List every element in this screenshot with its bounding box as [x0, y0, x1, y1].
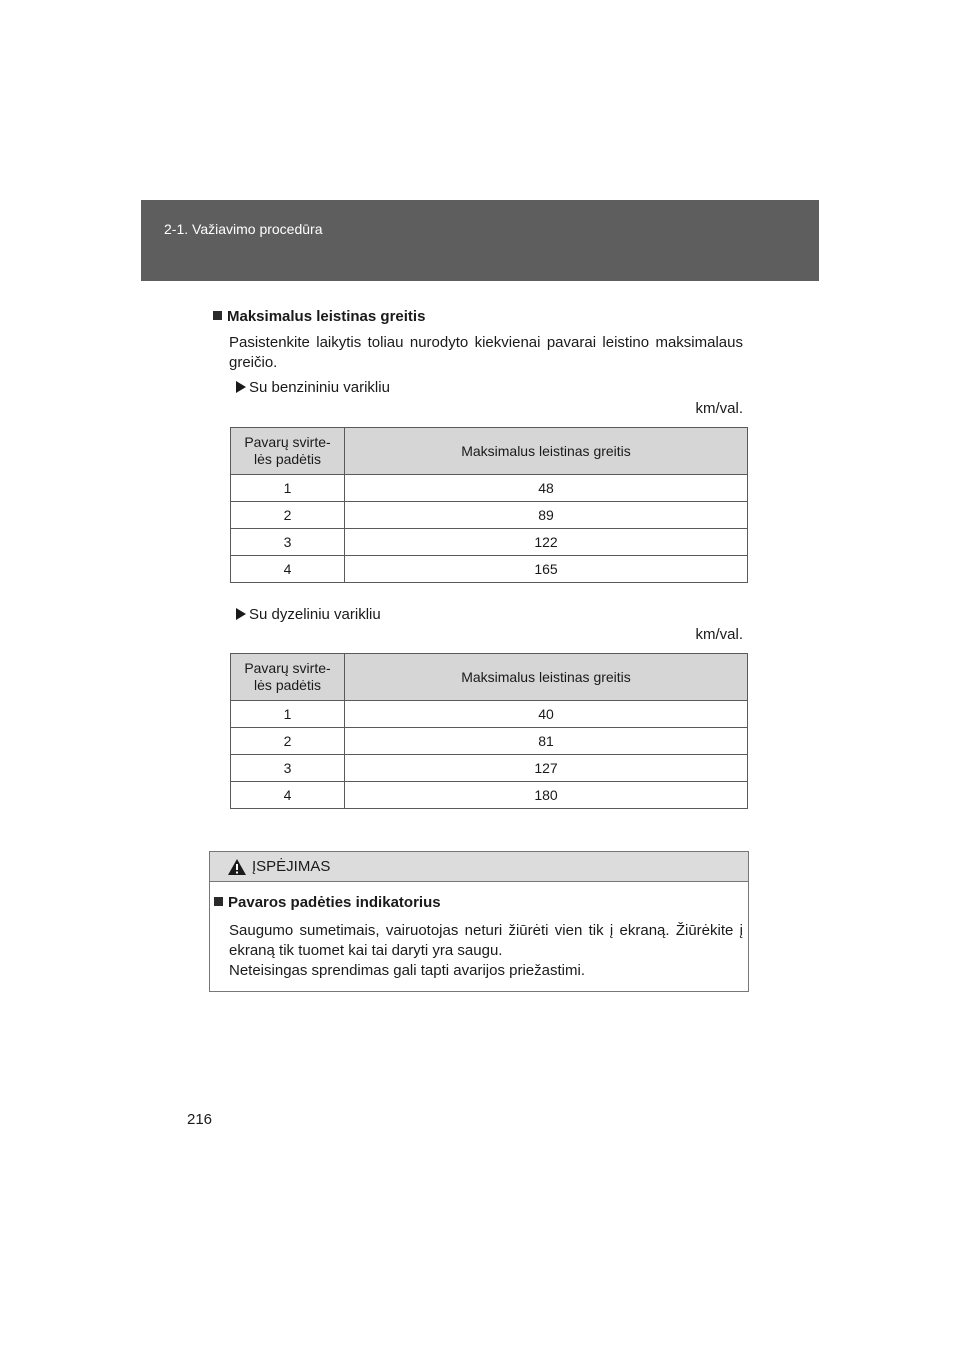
speed-cell: 165 — [345, 556, 748, 583]
table-row — [231, 502, 748, 529]
warning-heading-text: Pavaros padėties indikatorius — [228, 894, 441, 911]
speed-cell: 122 — [345, 529, 748, 556]
speed-cell: 48 — [345, 475, 748, 502]
column-header-speed: Maksimalus leistinas greitis — [345, 428, 748, 475]
gear-cell: 3 — [231, 529, 345, 556]
gear-cell: 2 — [231, 502, 345, 529]
triangle-bullet-icon — [236, 381, 246, 393]
speed-cell: 180 — [345, 782, 748, 809]
gear-cell: 4 — [231, 556, 345, 583]
table-row — [231, 556, 748, 583]
header-band — [141, 200, 819, 281]
table-row — [231, 782, 748, 809]
speed-heading-text: Maksimalus leistinas greitis — [227, 308, 426, 325]
petrol-speed-table — [230, 427, 748, 583]
diesel-label: Su dyzeliniu varikliu — [249, 606, 381, 623]
intro-paragraph: Pasistenkite laikytis toliau nurodyto kiekvienai pavarai leistino maksimalaus greičio. — [229, 334, 743, 371]
table-row — [231, 755, 748, 782]
triangle-bullet-icon — [236, 608, 246, 620]
speed-cell: 81 — [345, 728, 748, 755]
petrol-label: Su benzininiu varikliu — [249, 379, 390, 396]
gear-cell: 3 — [231, 755, 345, 782]
speed-cell: 89 — [345, 502, 748, 529]
diesel-subheading — [236, 606, 381, 623]
diesel-speed-table — [230, 653, 748, 809]
warning-triangle-icon — [227, 858, 247, 876]
warning-title: ĮSPĖJIMAS — [252, 858, 331, 875]
gear-cell: 2 — [231, 728, 345, 755]
speed-cell: 40 — [345, 701, 748, 728]
speed-cell: 127 — [345, 755, 748, 782]
square-bullet-icon — [214, 897, 223, 906]
table-row — [231, 475, 748, 502]
petrol-subheading — [236, 379, 390, 396]
gear-cell: 4 — [231, 782, 345, 809]
section-title: 2-1. Važiavimo procedūra — [164, 221, 323, 237]
table-header-row — [231, 428, 748, 475]
table-row — [231, 728, 748, 755]
table-row — [231, 701, 748, 728]
column-header-gear: Pavarų svirte- lės padėtis — [231, 654, 345, 701]
gear-cell: 1 — [231, 701, 345, 728]
warning-heading — [214, 894, 441, 911]
square-bullet-icon — [213, 311, 222, 320]
column-header-speed: Maksimalus leistinas greitis — [345, 654, 748, 701]
gear-cell: 1 — [231, 475, 345, 502]
warning-box — [209, 851, 749, 992]
warning-header — [210, 852, 748, 882]
diesel-unit: km/val. — [695, 626, 743, 643]
petrol-unit: km/val. — [695, 400, 743, 417]
table-row — [231, 529, 748, 556]
warning-text: Saugumo sumetimais, vairuotojas neturi žiūrėti vien tik į ekraną. Žiūrėkite į ekraną tik tuomet kai tai daryti yra saugu. — [229, 922, 743, 959]
speed-heading — [213, 308, 425, 325]
column-header-gear: Pavarų svirte- lės padėtis — [231, 428, 345, 475]
table-header-row — [231, 654, 748, 701]
warning-text-2: Neteisingas sprendimas gali tapti avarijos priežastimi. — [229, 962, 585, 979]
page-number: 216 — [187, 1111, 213, 1128]
